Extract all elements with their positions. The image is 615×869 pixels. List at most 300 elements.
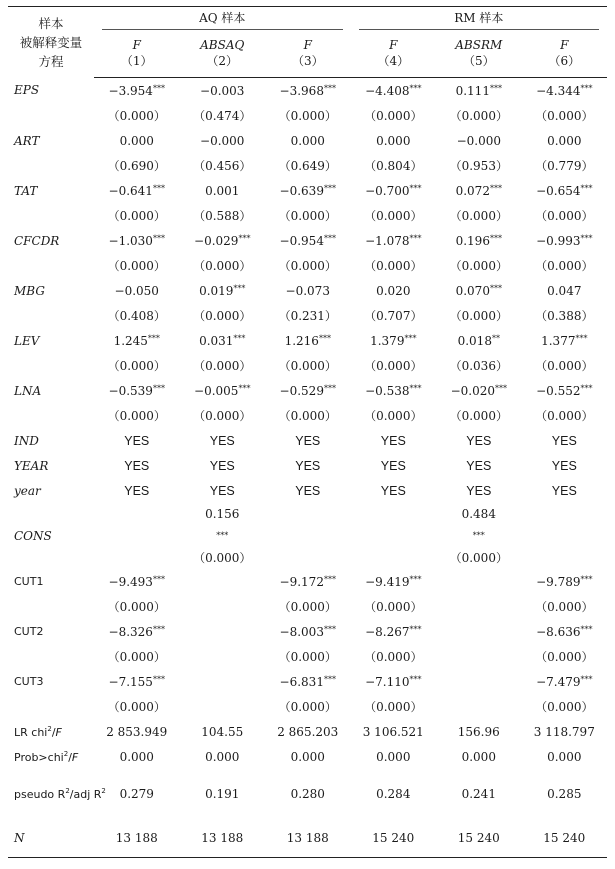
significance-stars: *** xyxy=(323,383,336,393)
stat-cell: 13 188 xyxy=(94,819,180,858)
coef-cell xyxy=(436,278,522,303)
coef-cell xyxy=(94,503,180,569)
coef-cell xyxy=(94,328,180,353)
row-label-empty xyxy=(8,644,94,669)
table-row xyxy=(8,719,607,744)
var-header: F xyxy=(389,38,398,52)
significance-stars: *** xyxy=(409,83,422,93)
coef-value: −0.029 xyxy=(194,233,239,248)
p-value-cell: （0.388） xyxy=(535,309,594,323)
coef-value: 1.379 xyxy=(370,333,405,348)
coef-cell xyxy=(436,378,522,403)
table-row xyxy=(8,428,607,453)
stat-cell: 15 240 xyxy=(436,819,522,858)
stat-cell: 13 188 xyxy=(265,819,351,858)
p-value-cell: （0.000） xyxy=(364,409,423,423)
p-value-cell: （0.588） xyxy=(193,209,252,223)
coef-value: −4.408 xyxy=(365,83,410,98)
row-label: IND xyxy=(14,433,39,448)
p-value-cell: （0.000） xyxy=(278,409,337,423)
stat-cell: 3 106.521 xyxy=(362,724,424,739)
label-superscript: 2 xyxy=(63,749,69,758)
stat-cell: 15 240 xyxy=(351,819,437,858)
row-label: CUT2 xyxy=(14,625,44,638)
p-value-cell xyxy=(180,594,266,619)
coef-cell xyxy=(436,228,522,253)
row-label: LNA xyxy=(14,383,42,398)
stat-cell: 0.191 xyxy=(205,787,240,801)
coef-cell xyxy=(522,619,608,644)
p-value-cell: （0.649） xyxy=(278,159,337,173)
significance-stars: *** xyxy=(489,283,502,293)
stat-cell: 0.000 xyxy=(461,749,496,764)
significance-stars: *** xyxy=(233,283,246,293)
coef-value: −0.005 xyxy=(194,383,239,398)
p-value-cell: （0.804） xyxy=(364,159,423,173)
coef-cell xyxy=(436,328,522,353)
control-cell: YES xyxy=(124,483,150,498)
p-value-cell: （0.000） xyxy=(278,109,337,123)
coef-value: 0.031 xyxy=(199,333,234,348)
control-cell: YES xyxy=(295,433,321,448)
p-value-cell: （0.000） xyxy=(193,409,252,423)
p-value-cell: （0.000） xyxy=(364,700,423,714)
row-label-empty xyxy=(8,403,94,428)
p-value-cell: （0.000） xyxy=(535,259,594,273)
table-row xyxy=(8,694,607,719)
coef-cell xyxy=(522,78,608,104)
significance-stars: *** xyxy=(152,574,165,584)
var-header: F xyxy=(132,38,141,52)
significance-stars: *** xyxy=(489,183,502,193)
p-value-cell: （0.000） xyxy=(107,109,166,123)
significance-stars: *** xyxy=(409,383,422,393)
table-row xyxy=(8,203,607,228)
significance-stars: *** xyxy=(575,333,588,343)
p-value-cell: （0.000） xyxy=(364,259,423,273)
coef-cell xyxy=(180,503,266,569)
coef-cell xyxy=(522,328,608,353)
stat-cell: 0.000 xyxy=(547,749,582,764)
row-label: CUT3 xyxy=(14,675,44,688)
p-value-cell: （0.000） xyxy=(535,700,594,714)
coef-value: 0.072 xyxy=(455,183,490,198)
coef-cell xyxy=(351,669,437,694)
coef-cell xyxy=(180,619,266,644)
significance-stars: *** xyxy=(216,531,229,540)
coef-value: 1.245 xyxy=(113,333,148,348)
coef-value: −0.003 xyxy=(200,83,245,98)
row-label-empty xyxy=(8,353,94,378)
significance-stars: *** xyxy=(580,574,593,584)
stat-cell: 2 865.203 xyxy=(277,724,339,739)
equation-number: （6） xyxy=(522,52,608,78)
coef-cell xyxy=(265,669,351,694)
stat-cell: 13 188 xyxy=(180,819,266,858)
significance-stars: *** xyxy=(580,233,593,243)
coef-cell xyxy=(180,128,266,153)
row-label: YEAR xyxy=(14,458,49,473)
label-part: pseudo R xyxy=(14,788,66,801)
row-label: N xyxy=(8,819,94,858)
coef-cell xyxy=(180,178,266,203)
significance-stars: *** xyxy=(580,674,593,684)
label-superscript: 2 xyxy=(47,724,52,733)
var-header: F xyxy=(560,38,569,52)
significance-stars: *** xyxy=(409,624,422,634)
table-row xyxy=(8,594,607,619)
coef-value: −0.993 xyxy=(536,233,581,248)
table-row xyxy=(8,153,607,178)
p-value-cell: （0.000） xyxy=(107,650,166,664)
control-cell: YES xyxy=(295,458,321,473)
stat-cell: 0.000 xyxy=(290,749,325,764)
p-value-cell: （0.000） xyxy=(107,259,166,273)
label-part: Prob>chi xyxy=(14,750,64,764)
coef-cell xyxy=(351,228,437,253)
stat-cell: 15 240 xyxy=(522,819,608,858)
table-row xyxy=(8,278,607,303)
coef-line xyxy=(436,503,522,547)
significance-stars: *** xyxy=(323,233,336,243)
coef-cell xyxy=(351,503,437,569)
coef-value: −9.493 xyxy=(108,574,153,589)
coef-cell xyxy=(265,278,351,303)
coef-cell xyxy=(351,328,437,353)
coef-value: −7.479 xyxy=(536,674,581,689)
coef-value: 0.020 xyxy=(376,283,411,298)
table-row xyxy=(8,103,607,128)
p-value-cell: （0.000） xyxy=(107,700,166,714)
significance-stars: *** xyxy=(318,333,331,343)
coef-cell xyxy=(180,378,266,403)
coef-value: 1.377 xyxy=(541,333,576,348)
coef-cell xyxy=(522,128,608,153)
table-row xyxy=(8,769,607,819)
p-value-cell: （0.000） xyxy=(107,409,166,423)
label-part: / xyxy=(68,750,72,764)
row-label: MBG xyxy=(14,283,45,298)
control-cell: YES xyxy=(295,483,321,498)
coef-cell xyxy=(351,278,437,303)
coef-cell xyxy=(94,178,180,203)
coef-value: −6.831 xyxy=(279,674,324,689)
p-value-cell xyxy=(436,644,522,669)
coef-value: −0.020 xyxy=(450,383,495,398)
coef-cell xyxy=(351,619,437,644)
table-row xyxy=(8,353,607,378)
significance-stars: *** xyxy=(152,83,165,93)
significance-stars: *** xyxy=(489,233,502,243)
coef-cell xyxy=(522,278,608,303)
coef-value: −1.030 xyxy=(108,233,153,248)
stat-cell: 0.000 xyxy=(205,749,240,764)
label-part: F xyxy=(55,725,62,739)
p-value-cell: （0.000） xyxy=(535,650,594,664)
control-cell: YES xyxy=(551,483,577,498)
p-value-cell: （0.000） xyxy=(535,600,594,614)
row-label-empty xyxy=(8,303,94,328)
coef-value: −7.155 xyxy=(108,674,153,689)
p-value-cell: （0.000） xyxy=(535,109,594,123)
p-value-cell: （0.000） xyxy=(278,209,337,223)
coef-value: −0.000 xyxy=(456,133,501,148)
control-cell: YES xyxy=(209,433,235,448)
stat-cell: 104.55 xyxy=(201,724,244,739)
row-label-empty xyxy=(8,153,94,178)
significance-stars: *** xyxy=(409,183,422,193)
coef-value: 0.070 xyxy=(455,283,490,298)
coef-value: −0.954 xyxy=(279,233,324,248)
coef-value: −8.326 xyxy=(108,624,153,639)
group-header-rm: RM 样本 xyxy=(351,7,608,32)
coef-value: −0.654 xyxy=(536,183,581,198)
p-value-cell xyxy=(436,594,522,619)
control-cell: YES xyxy=(466,433,492,448)
significance-stars: *** xyxy=(472,531,485,540)
p-value-cell: （0.000） xyxy=(364,209,423,223)
coef-value: 1.216 xyxy=(284,333,319,348)
coef-value: 0.000 xyxy=(290,133,325,148)
table-row xyxy=(8,378,607,403)
control-cell: YES xyxy=(209,483,235,498)
coef-cell xyxy=(436,569,522,594)
label-superscript: 2 xyxy=(65,787,70,795)
stub-equation: 方程 xyxy=(38,53,64,69)
equation-number: （3） xyxy=(265,52,351,78)
row-label: EPS xyxy=(14,83,40,98)
var-header: ABSRM xyxy=(455,38,503,52)
coef-cell xyxy=(522,178,608,203)
table-row xyxy=(8,478,607,503)
table-row xyxy=(8,228,607,253)
coef-value: 0.000 xyxy=(119,133,154,148)
p-value-cell xyxy=(180,644,266,669)
row-label: LEV xyxy=(14,333,40,348)
row-label: CONS xyxy=(14,529,52,543)
coef-cell xyxy=(522,503,608,569)
significance-stars: *** xyxy=(238,383,251,393)
coef-cell xyxy=(180,278,266,303)
regression-table xyxy=(8,6,607,858)
coef-value: −3.954 xyxy=(108,83,153,98)
coef-value: 0.156 xyxy=(205,507,240,521)
row-label-empty xyxy=(8,103,94,128)
coef-cell xyxy=(351,178,437,203)
control-cell: YES xyxy=(466,483,492,498)
coef-cell xyxy=(436,503,522,569)
coef-value: 0.111 xyxy=(455,83,490,98)
significance-stars: *** xyxy=(494,383,507,393)
significance-stars: *** xyxy=(323,674,336,684)
row-label-empty xyxy=(8,694,94,719)
coef-value: −0.529 xyxy=(279,383,324,398)
stub-sample: 样本 xyxy=(38,15,64,31)
coef-value: 0.000 xyxy=(376,133,411,148)
coef-cell xyxy=(522,669,608,694)
p-value-cell: （0.000） xyxy=(449,109,508,123)
coef-cell xyxy=(94,278,180,303)
stat-cell: 2 853.949 xyxy=(106,724,168,739)
coef-cell xyxy=(265,178,351,203)
p-value-cell xyxy=(180,694,266,719)
p-value-cell: （0.000） xyxy=(449,409,508,423)
coef-cell xyxy=(265,78,351,104)
row-label-empty xyxy=(8,253,94,278)
p-value-cell: （0.000） xyxy=(193,309,252,323)
table-row xyxy=(8,569,607,594)
equation-number: （2） xyxy=(180,52,266,78)
coef-cell xyxy=(180,78,266,104)
equation-number: （5） xyxy=(436,52,522,78)
coef-value: 0.484 xyxy=(461,507,496,521)
control-cell: YES xyxy=(124,433,150,448)
coef-cell xyxy=(180,569,266,594)
coef-value: −1.078 xyxy=(365,233,410,248)
table-row xyxy=(8,619,607,644)
row-label: CFCDR xyxy=(14,233,60,248)
significance-stars: *** xyxy=(580,183,593,193)
p-value-cell: （0.000） xyxy=(278,359,337,373)
coef-value: 0.018 xyxy=(457,333,492,348)
table-row xyxy=(8,453,607,478)
table-row xyxy=(8,669,607,694)
coef-cell xyxy=(265,619,351,644)
control-cell: YES xyxy=(209,458,235,473)
row-label: TAT xyxy=(14,183,38,198)
coef-cell xyxy=(94,619,180,644)
equation-number: （4） xyxy=(351,52,437,78)
table-row xyxy=(8,178,607,203)
table-body xyxy=(8,78,607,858)
p-value-cell: （0.474） xyxy=(193,109,252,123)
p-value-cell: （0.000） xyxy=(278,700,337,714)
table-row xyxy=(8,253,607,278)
significance-stars: *** xyxy=(580,624,593,634)
coef-cell xyxy=(94,569,180,594)
label-part: F xyxy=(71,750,79,764)
p-value-cell: （0.707） xyxy=(364,309,423,323)
control-cell: YES xyxy=(466,458,492,473)
p-value-cell: （0.000） xyxy=(364,600,423,614)
stub-header xyxy=(8,7,94,78)
p-value-cell: （0.000） xyxy=(535,359,594,373)
group-header-aq: AQ 样本 xyxy=(94,7,351,32)
p-value: （0.000） xyxy=(449,551,508,565)
p-value-cell: （0.000） xyxy=(107,209,166,223)
coef-cell xyxy=(522,228,608,253)
p-value-cell: （0.000） xyxy=(364,109,423,123)
significance-stars: *** xyxy=(409,674,422,684)
control-cell: YES xyxy=(380,433,406,448)
significance-stars: *** xyxy=(323,183,336,193)
p-value: （0.000） xyxy=(193,551,252,565)
significance-stars: *** xyxy=(580,83,593,93)
equation-number: （1） xyxy=(94,52,180,78)
p-value-cell: （0.000） xyxy=(278,259,337,273)
coef-cell xyxy=(94,78,180,104)
var-header: F xyxy=(303,38,312,52)
coef-cell xyxy=(265,328,351,353)
significance-stars: *** xyxy=(147,333,160,343)
row-label xyxy=(8,744,94,769)
coef-value: −0.700 xyxy=(365,183,410,198)
stub-dependent-variable: 被解释变量 xyxy=(19,34,83,50)
p-value-cell: （0.000） xyxy=(107,600,166,614)
row-label xyxy=(8,719,94,744)
coef-value: −8.267 xyxy=(365,624,410,639)
coef-value: 0.196 xyxy=(455,233,490,248)
coef-cell xyxy=(522,569,608,594)
row-label: ART xyxy=(14,133,40,148)
coef-cell xyxy=(436,178,522,203)
control-cell: YES xyxy=(124,458,150,473)
significance-stars: *** xyxy=(152,183,165,193)
coef-value: −8.636 xyxy=(536,624,581,639)
coef-cell xyxy=(436,78,522,104)
stat-cell: 3 118.797 xyxy=(533,724,595,739)
control-cell: YES xyxy=(551,433,577,448)
label-superscript: 2 xyxy=(101,787,106,795)
p-value-cell: （0.000） xyxy=(193,359,252,373)
coef-value: −3.968 xyxy=(279,83,324,98)
p-value-cell: （0.000） xyxy=(535,209,594,223)
p-value-cell: （0.000） xyxy=(535,409,594,423)
control-cell: YES xyxy=(551,458,577,473)
p-value-cell: （0.231） xyxy=(278,309,337,323)
coef-value: −0.538 xyxy=(365,383,410,398)
coef-value: −0.641 xyxy=(108,183,153,198)
coef-cell xyxy=(522,378,608,403)
p-value-cell: （0.036） xyxy=(449,359,508,373)
coef-value: −0.000 xyxy=(200,133,245,148)
coef-cell xyxy=(265,128,351,153)
significance-stars: *** xyxy=(152,624,165,634)
coef-value: −9.172 xyxy=(279,574,324,589)
label-part: /adj R xyxy=(69,788,102,801)
row-label: CUT1 xyxy=(14,575,44,588)
coef-value: −0.552 xyxy=(536,383,581,398)
coef-value: −9.789 xyxy=(536,574,581,589)
coef-cell xyxy=(436,619,522,644)
table-row xyxy=(8,503,607,569)
coef-value: −9.419 xyxy=(365,574,410,589)
significance-stars: *** xyxy=(152,383,165,393)
p-value-cell: （0.000） xyxy=(278,650,337,664)
p-value-cell: （0.000） xyxy=(449,259,508,273)
table-row xyxy=(8,744,607,769)
significance-stars: *** xyxy=(152,674,165,684)
coef-cell xyxy=(436,669,522,694)
p-value-cell: （0.690） xyxy=(107,159,166,173)
coef-value: −0.639 xyxy=(279,183,324,198)
p-value-cell: （0.000） xyxy=(107,359,166,373)
table-row xyxy=(8,819,607,858)
coef-cell xyxy=(351,78,437,104)
table-row xyxy=(8,303,607,328)
significance-stars: *** xyxy=(404,333,417,343)
coef-line xyxy=(180,503,266,547)
coef-value: 0.001 xyxy=(205,183,240,198)
coef-cell xyxy=(351,128,437,153)
row-label-empty xyxy=(8,203,94,228)
coef-value: 0.019 xyxy=(199,283,234,298)
table-row xyxy=(8,644,607,669)
coef-cell xyxy=(180,228,266,253)
significance-stars: *** xyxy=(323,624,336,634)
significance-stars: *** xyxy=(152,233,165,243)
significance-stars: *** xyxy=(323,574,336,584)
